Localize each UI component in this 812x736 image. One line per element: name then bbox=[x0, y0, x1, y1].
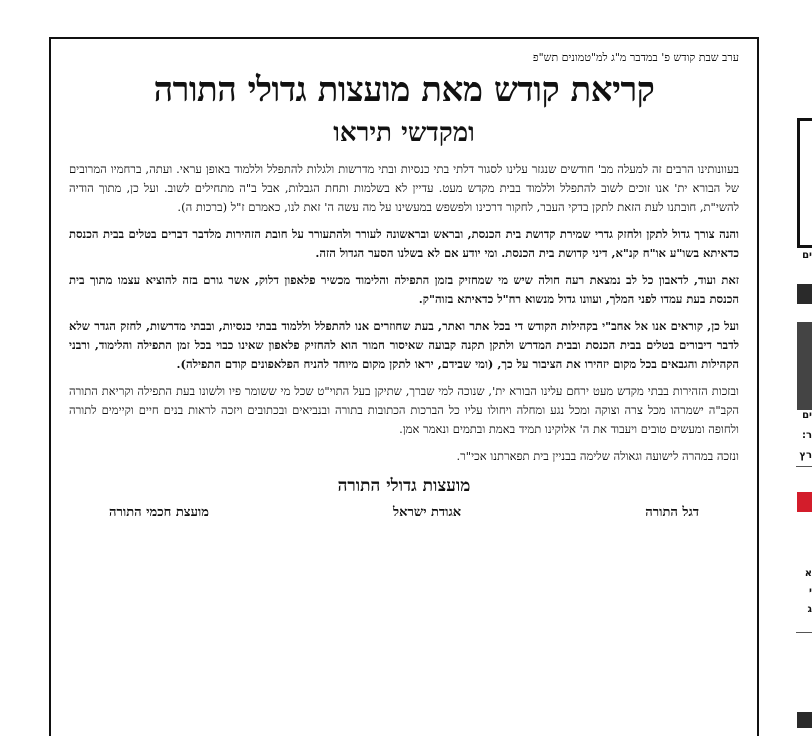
side-divider bbox=[796, 466, 812, 467]
notice-subtitle: ומקדשי תיראו bbox=[333, 118, 475, 148]
side-divider bbox=[796, 632, 812, 633]
paragraph-4: ועל כן, קוראים אנו אל אחב"י בקהילות הקודש די בכל אתר ואתר, בעת שחוזרים אנו להתפלל וללמוד בבתי כנסיות, ובבתי מדרשות, לחזק הגדר שלא לדבר דיבורים בטלים בבית הכנסת ובבית המדרש ולתקן תקנה קבועה שאיסור חמור הוא להחזיק פלאפון שאינו כבוי בכל זמן התפילה והלימוד, ורבני הקהילות והגבאים בכל מקום יזהירו את הציבור על כך, (ומי שבידם, יראו לתקן מקום מיוחד להניח הפלאפונים קודם התפילה). bbox=[69, 319, 739, 371]
org-degel-hatorah: דגל התורה bbox=[645, 505, 699, 520]
side-fragment-text: רץ bbox=[799, 450, 812, 461]
side-fragment-text: א bbox=[804, 568, 812, 579]
org-moetzet-chachmei: מועצת חכמי התורה bbox=[109, 505, 209, 520]
council-heading: מועצות גדולי התורה bbox=[337, 476, 471, 496]
paragraph-5: ובזכות הזהירות בבתי מקדש מעט ירחם עלינו הבורא ית', שנוכה למי שברך, שתיקן בעל התוי"ט שכל מי ששומר פיו ולשונו בעת התפילה וקריאת התורה הקב"ה ישמרהו מכל צרה וצוקה ומכל נגע ומחלה ויחולו עליו כל הברכות הכתובות בתורה ובנביאים ובכתובים ויזכה לראות בנים חיים וקיימים לתורה ולחופה ומעשים טובים ויעבוד את ה' אלוקינו תמיד באמת ובתמים ונאמר אמן. bbox=[69, 384, 739, 436]
dateline: ערב שבת קודש פ' במדבר מ"ג למ"טמונים תש"פ bbox=[532, 51, 739, 64]
side-dark-bar bbox=[797, 284, 812, 304]
closing-line: ונזכה במהרה לישועה וגאולה שלימה בבניין בית תפארתנו אכי"ר. bbox=[456, 449, 739, 463]
signatory-orgs bbox=[69, 504, 739, 520]
side-dark-bar bbox=[797, 712, 812, 728]
notice-title: קריאת קודש מאת מועצות גדולי התורה bbox=[153, 70, 655, 110]
side-red-tag bbox=[797, 492, 812, 512]
notice-document bbox=[49, 37, 759, 736]
org-agudat-israel: אגודת ישראל bbox=[393, 505, 462, 520]
paragraph-3: זאת ועוד, לדאבון כל לב נמצאת רעה חולה שיש מי שמחזיק בזמן התפילה והלימוד מכשיר פלאפון דלוק, אשר גורם בזה להוציא עצמו מתוך בית הכנסת בעת עמדו לפני המלך, ועוונו גדול מנשוא רח"ל כדאיתא בזוה"ק. bbox=[69, 273, 739, 306]
side-fragment-text: ג bbox=[807, 604, 812, 615]
side-ad-box bbox=[797, 118, 812, 248]
side-fragment-text: ר: bbox=[801, 430, 812, 441]
side-fragment-text: י bbox=[809, 586, 812, 597]
side-image-block bbox=[797, 322, 812, 410]
side-fragment-text: ים bbox=[802, 250, 812, 261]
side-fragment-text: ים bbox=[802, 410, 812, 421]
paragraph-2: והנה צורך גדול לתקן ולחזק גדרי שמירת קדושת בית הכנסת, ובראש ובראשונה לעורר ולהתעורר על חובת הזהירות מלדבר דברים בטלים בבית הכנסת כדאיתא בשו"ע או"ח קנ"א, דיני קדושת בית הכנסת. ומי יודע אם לא בשלנו הסער הגדול הזה. bbox=[69, 227, 739, 260]
paragraph-1: בעוונותינו הרבים זה למעלה מב' חודשים שנגזר עלינו לסגור דלתי בתי כנסיות ובתי מדרשות ולגלות להתפלל וללמוד באופן עראי. ועתה, ברחמיו המרובים של הבורא ית' אנו זוכים לשוב להתפלל וללמוד בבית מקדש מעט. עדיין לא בשלמות ותחת הגבלות, אבל ב"ה מתחילים לשוב. ועל כן, מתוך הודיה להשי"ת, חובתנו לעת הזאת לתקן בדקי העבר, לחקור דרכינו ולפשפש במעשינו על מה עשה ה' זאת לנו, כאמרם ז"ל (ברכות ה). bbox=[69, 162, 739, 214]
